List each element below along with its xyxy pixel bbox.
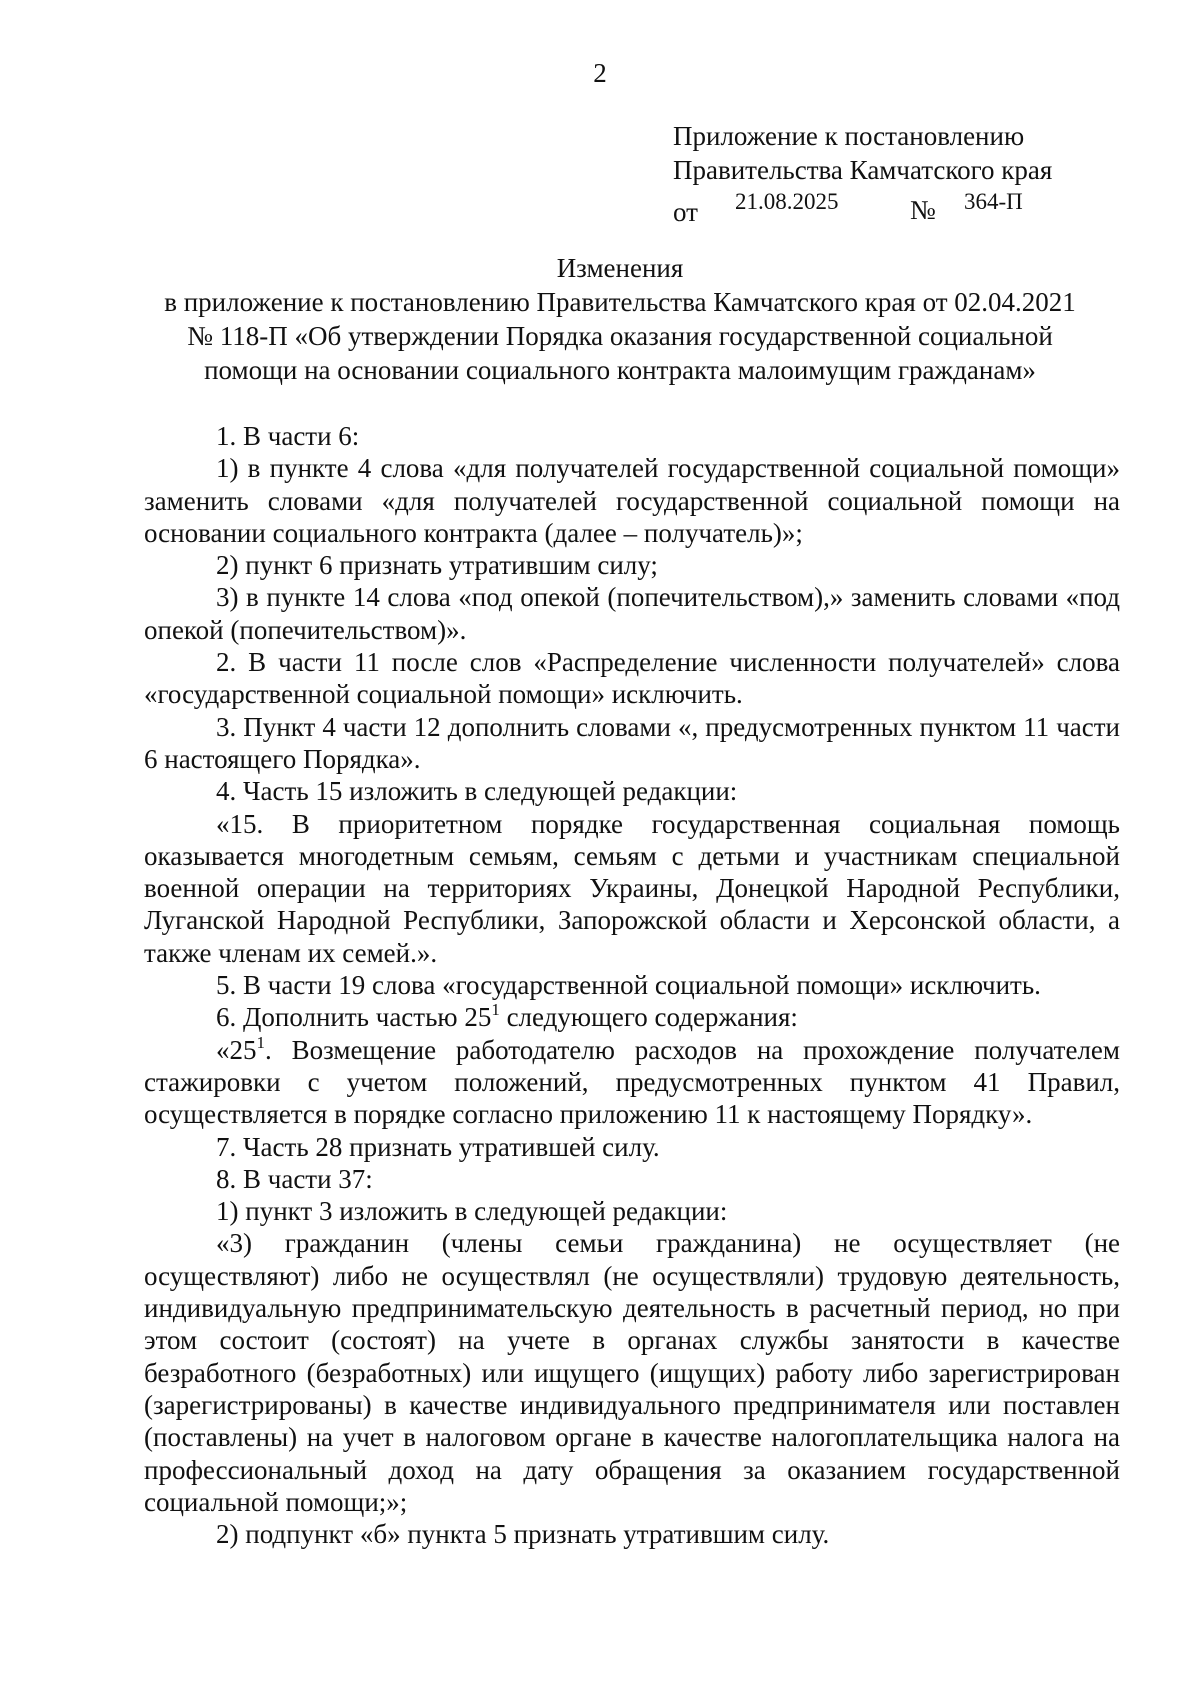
approval-line-2: Правительства Камчатского края	[673, 155, 1053, 185]
paragraph: 8. В части 37:	[216, 1163, 373, 1194]
paragraph-text: . Возмещение работодателю расходов на прохождение получателем стажировки с учетом положений, предусмотренных пунктом 41 Правил, осуществляется в порядке согласно приложению 11 к настоящему Порядку».	[144, 1034, 1120, 1130]
document-heading	[140, 251, 1100, 387]
approval-stamp	[673, 119, 1053, 227]
page-number: 2	[593, 58, 607, 88]
heading-line-2: № 118-П «Об утверждении Порядка оказания государственной социальной	[187, 321, 1053, 351]
paragraph-text: следующего содержания:	[499, 1002, 798, 1033]
paragraph: «3) гражданин (члены семьи гражданина) не осуществляет (не осуществляют) либо не осуществлял (не осуществляли) трудовую деятельность, индивидуальную предпринимательскую деятельность в расчетный период, но при этом состоит (состоят) на учете в органах службы занятости в качестве безработного (безработных) или ищущего (ищущих) работу либо зарегистрирован (зарегистрированы) в качестве индивидуального предпринимателя или поставлен (поставлены) на учет в налоговом органе в качестве налогоплательщика налога на профессиональный доход на дату обращения за оказанием государственной социальной помощи;»;	[144, 1228, 1120, 1517]
paragraph: «15. В приоритетном порядке государственная социальная помощь оказывается многодетным семьям, семьям с детьми и участникам специальной военной операции на территориях Украины, Донецкой Народной Республики, Луганской Народной Республики, Запорожской области и Херсонской области, а также членам их семей.».	[144, 808, 1120, 968]
paragraph: 7. Часть 28 признать утратившей силу.	[216, 1131, 660, 1162]
paragraph: 2) пункт 6 признать утратившим силу;	[216, 550, 658, 581]
from-label: от	[673, 197, 698, 227]
number-label: №	[910, 195, 936, 225]
paragraph: 2) подпункт «б» пункта 5 признать утратившим силу.	[216, 1519, 830, 1550]
paragraph: 1. В части 6:	[216, 421, 360, 451]
superscript: 1	[256, 1032, 265, 1052]
paragraph-part-25-1-text	[144, 1034, 1120, 1131]
approval-date: 21.08.2025	[735, 189, 839, 214]
paragraph-text: 6. Дополнить частью 25	[216, 1002, 492, 1033]
paragraph: 1) пункт 3 изложить в следующей редакции:	[216, 1196, 728, 1227]
heading-line-3: помощи на основании социального контракта малоимущим гражданам»	[204, 355, 1036, 385]
approval-number: 364-П	[964, 189, 1023, 214]
document-body	[144, 420, 1120, 1550]
superscript: 1	[491, 1000, 500, 1020]
paragraph-text: «25	[216, 1034, 257, 1065]
paragraph: 5. В части 19 слова «государственной социальной помощи» исключить.	[216, 970, 1041, 1001]
heading-line-1: в приложение к постановлению Правительства Камчатского края от 02.04.2021	[164, 287, 1076, 317]
approval-line-1: Приложение к постановлению	[673, 121, 1025, 151]
paragraph: 3) в пункте 14 слова «под опекой (попечительством),» заменить словами «под опекой (попечительством)».	[144, 582, 1120, 645]
heading-title: Изменения	[556, 253, 684, 283]
paragraph: 3. Пункт 4 части 12 дополнить словами «, предусмотренных пунктом 11 части 6 настоящего Порядка».	[144, 711, 1120, 774]
paragraph: 4. Часть 15 изложить в следующей редакции:	[216, 776, 738, 807]
paragraph: 2. В части 11 после слов «Распределение численности получателей» слова «государственной социальной помощи» исключить.	[144, 647, 1120, 710]
approval-date-row	[673, 187, 1052, 227]
paragraph-part-25-1	[144, 1001, 1120, 1033]
paragraph: 1) в пункте 4 слова «для получателей государственной социальной помощи» заменить словами «для получателей государственной социальной помощи на основании социального контракта (далее – получатель)»;	[144, 453, 1120, 548]
